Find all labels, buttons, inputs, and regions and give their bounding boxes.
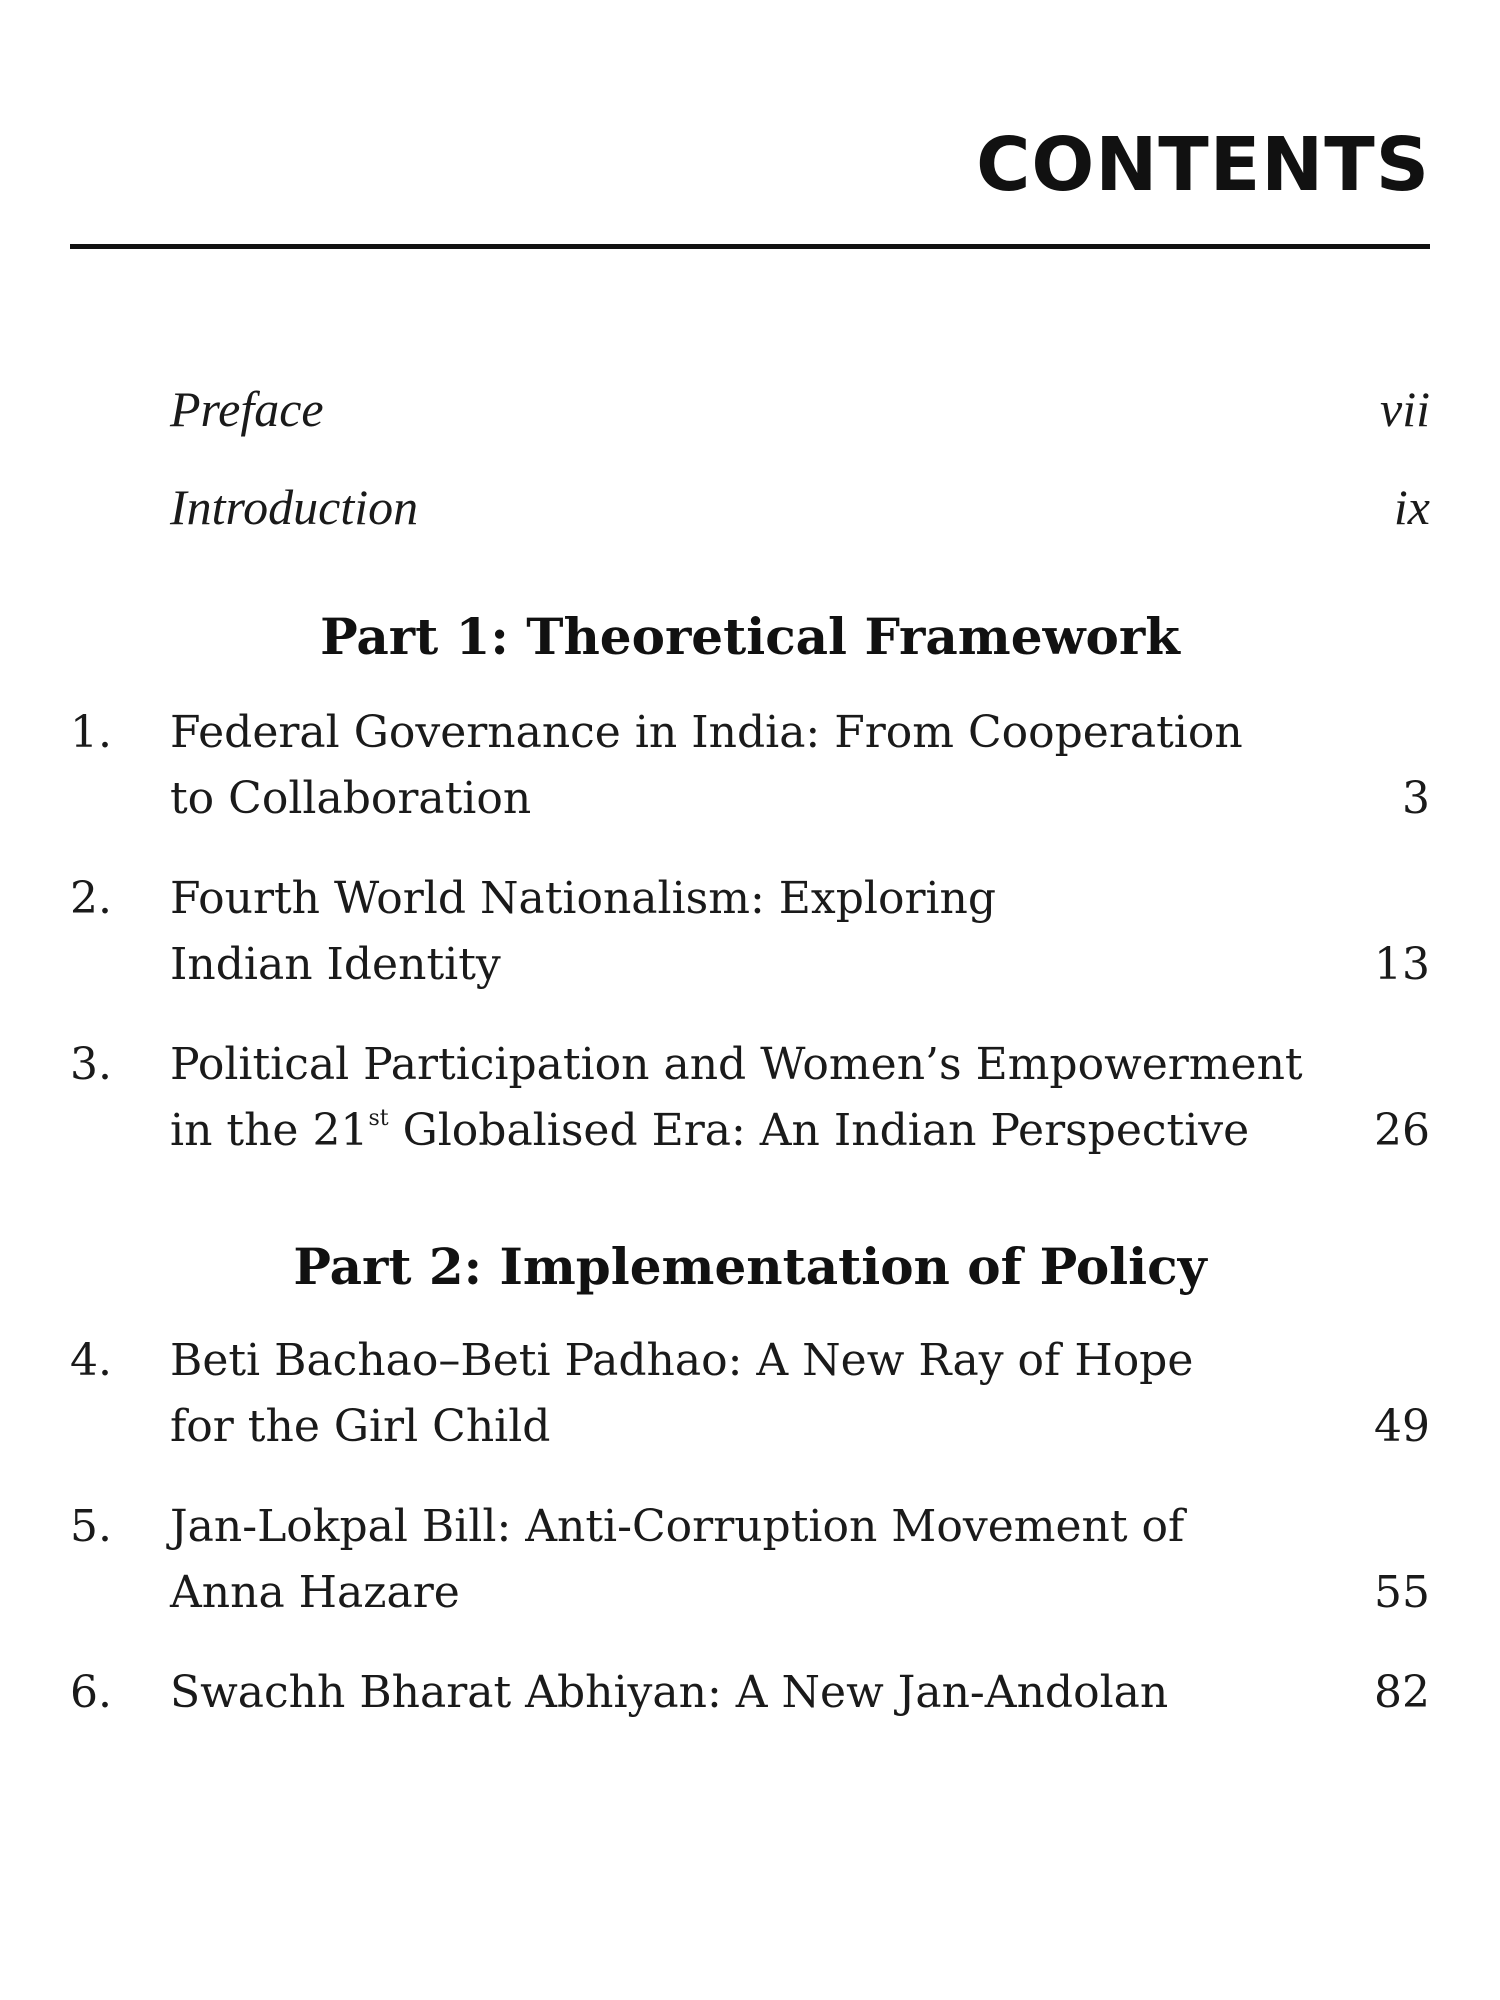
chapter-page: 3 (1402, 773, 1430, 824)
chapter-page: 82 (1374, 1667, 1430, 1718)
toc-entry-chapter-5[interactable] (70, 1494, 1430, 1626)
chapter-number: 5. (70, 1501, 112, 1552)
entry-label: Preface (170, 381, 324, 437)
toc-entry-chapter-6[interactable] (70, 1660, 1430, 1726)
chapter-page: 49 (1374, 1401, 1430, 1452)
entry-label: Introduction (170, 479, 419, 535)
chapter-title: Political Participation and Women’s Empowerment in the 21st Globalised Era: An Indian Perspective (170, 1039, 1303, 1156)
chapter-number: 1. (70, 707, 112, 758)
entry-page: ix (1393, 479, 1430, 535)
ordinal-suffix: st (368, 1106, 389, 1131)
chapter-title: Fourth World Nationalism: Exploring Indian Identity (170, 873, 997, 990)
chapter-page: 55 (1374, 1567, 1430, 1618)
chapter-number: 4. (70, 1335, 112, 1386)
chapter-number: 2. (70, 873, 112, 924)
chapter-number: 3. (70, 1039, 112, 1090)
part-heading-2: Part 2: Implementation of Policy (293, 1237, 1207, 1296)
chapter-page: 26 (1374, 1105, 1430, 1156)
chapter-title: Swachh Bharat Abhiyan: A New Jan-Andolan (170, 1667, 1169, 1718)
page-title: CONTENTS (976, 122, 1430, 208)
chapter-title: Jan-Lokpal Bill: Anti-Corruption Movement of Anna Hazare (170, 1501, 1185, 1618)
toc-entry-chapter-1[interactable] (70, 700, 1430, 832)
chapter-title: Federal Governance in India: From Cooperation to Collaboration (170, 707, 1243, 824)
chapter-number: 6. (70, 1667, 112, 1718)
toc-entry-introduction[interactable] (170, 479, 1430, 535)
title-rule (70, 244, 1430, 249)
part-heading-1: Part 1: Theoretical Framework (320, 607, 1180, 666)
chapter-title: Beti Bachao–Beti Padhao: A New Ray of Hope for the Girl Child (170, 1335, 1194, 1452)
toc-entry-chapter-3[interactable] (70, 1032, 1430, 1164)
toc-entry-chapter-4[interactable] (70, 1328, 1430, 1460)
entry-page: vii (1380, 381, 1430, 437)
chapter-page: 13 (1374, 939, 1430, 990)
toc-entry-chapter-2[interactable] (70, 866, 1430, 998)
toc-entry-preface[interactable] (170, 381, 1430, 437)
